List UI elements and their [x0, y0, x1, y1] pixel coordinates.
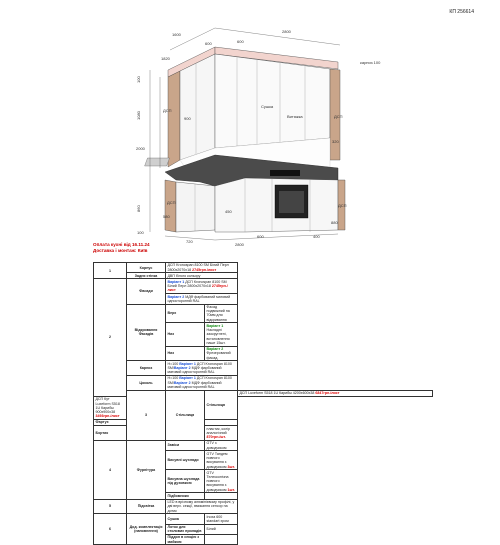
sub-label: Завіси [166, 440, 205, 450]
variant-label: Варіант 1 [179, 361, 196, 366]
label-dsp-ul: ДСП [163, 108, 172, 113]
dim-2800-bottom: 2800 [235, 242, 244, 247]
worktop-2: ДСП Кут Luxeform S518 1U Карибы 900х900х38 [95, 397, 120, 415]
label-sushka: Сушка [261, 104, 274, 109]
sub-label: Висувні шухляди [166, 451, 205, 470]
variant-label: Варіант 2 [173, 380, 191, 385]
worktop-1: ДСП Luxeform S518 1U Карибы 4200х600х38 [239, 391, 315, 396]
sink [145, 158, 170, 166]
korpus-material: ДСП Kronospan 8100 SM Білий Перл 2800х2070х18 [167, 263, 229, 272]
korpus-price: 2745грн./лист [192, 267, 217, 272]
upper-left-side [168, 71, 180, 167]
row-category: Дод. комплектація (наповнення) [127, 514, 166, 545]
row-number: 1 [94, 263, 127, 279]
sub-label: Піддон в секцію з мийкою [166, 534, 205, 544]
table-row [94, 514, 433, 524]
label-dsp-ll: ДСП [167, 200, 176, 205]
row-label: Задня стінка [127, 273, 166, 279]
variant-label: Варіант 2 [206, 347, 224, 352]
vysuvni-text: GTV Тандем повного висування з доводчиком [206, 451, 228, 469]
row-label: Відкривання Фасадів [127, 304, 166, 361]
sub-label: Низ [166, 346, 205, 361]
fasady-var2-text: МДФ фарбований матовий односторонній RAL [167, 294, 231, 303]
sushka-text: Inoxa 600 standart хром [205, 514, 238, 524]
upper-right-run [215, 54, 330, 148]
table-row [94, 273, 433, 279]
payment-note: Оплата кухні від 16.11.24 [93, 242, 150, 247]
pidon-text [205, 534, 238, 544]
label-vytiazhka: Витяжка [287, 114, 303, 119]
dim-860: 860 [136, 205, 141, 212]
variant-label: Варіант 1 [167, 279, 185, 284]
worktop-2-price: 3493грн./лист [95, 414, 120, 419]
karniz-text: ДСП Kronospan 8100 SM/ [167, 361, 232, 371]
row-number: 4 [94, 440, 127, 499]
row-category: Стільниця [166, 390, 205, 440]
vysuvni-qty: 3шт. [227, 464, 235, 469]
shukh-qty: 1шт. [227, 487, 235, 492]
dim-580: 580 [163, 214, 170, 219]
row-number: 3 [127, 390, 166, 440]
lotok-text: Білий [205, 524, 238, 534]
dim-320: 320 [332, 139, 339, 144]
dim-2000: 2000 [136, 146, 145, 151]
sub-label: Висувна шухляда під духовкою [166, 470, 205, 493]
table-row [94, 361, 433, 376]
row-label: Фасади [127, 279, 166, 304]
variant-label: Варіант 1 [179, 376, 196, 381]
dim-900: 900 [184, 116, 191, 121]
sub-label: Низ [166, 323, 205, 346]
dim-400: 400 [313, 234, 320, 239]
document-id: КП 256614 [449, 9, 474, 15]
tsokol-text: ДСП Kronospan 8100 SM/ [167, 376, 232, 385]
row-category: Фурнітура [127, 440, 166, 499]
dim-1080: 1080 [136, 111, 141, 120]
variant-label: Варіант 2 [167, 294, 185, 299]
row-label: Цоколь [127, 376, 166, 391]
sub-label: Сушка [166, 514, 205, 524]
dim-100-bottom: 100 [137, 230, 144, 235]
sub-label: Лоток для столових приладів [166, 524, 205, 534]
sub-label: Верх [166, 304, 205, 323]
cornice-label: карниз 100 [360, 60, 381, 65]
label-dsp-ur: ДСП [334, 114, 343, 119]
dim-720: 720 [186, 239, 193, 244]
row-number: 2 [94, 279, 127, 396]
zadnia-material: ДВП білого кольору [166, 273, 238, 279]
variant-label: Варіант 1 [206, 323, 224, 328]
dim-880: 880 [331, 220, 338, 225]
dim-450: 450 [225, 209, 232, 214]
fasady-var1-text: ДСП Kronospan 8100 SM Білий Перл 2800х2070х18 [167, 279, 227, 289]
sub-label: Стільниця [205, 390, 238, 419]
sub-label: Фартух [94, 420, 127, 426]
hob [270, 170, 300, 176]
bortyk-price: 870грн./шт. [206, 435, 226, 440]
karniz-text2: МДФ фарбований матовий односторонній RAL [167, 366, 222, 375]
lower-left-run [176, 182, 215, 232]
table-row [94, 499, 433, 514]
karniz-h: H=100 [167, 361, 179, 366]
sub-label: Бортик [94, 426, 127, 441]
row-number: 6 [94, 514, 127, 545]
fasady-price: 2745грн./лист [167, 284, 228, 293]
dim-2800: 2800 [282, 29, 291, 34]
dim-600-top: 600 [205, 41, 212, 46]
kitchen-drawing [0, 0, 500, 250]
table-row [94, 376, 433, 391]
shukh-text: GTV Телескопічна повного висування з доводчиком [206, 470, 229, 492]
nyz2-text: Фрезерований фасад. [206, 351, 231, 360]
order-notes [93, 242, 150, 254]
lower-left-side [165, 180, 176, 232]
tsokol-text2: МДФ фарбований матовий односторонній RAL [167, 380, 222, 390]
tsokol-h: H=100 [167, 376, 179, 381]
worktop-1-price: 6847грн./лист [315, 391, 340, 396]
delivery-note: Доставка і монтаж: Київ [93, 248, 148, 253]
dim-600-bottom: 600 [257, 234, 264, 239]
row-number: 5 [94, 499, 127, 514]
dim-100-top: 100 [136, 76, 141, 83]
dim-1600: 1600 [172, 32, 181, 37]
verkh-text: Фасад подвижний на 70мм для відкривання [205, 304, 238, 323]
petli-text: GTV з доводчиком [205, 440, 238, 450]
dim-1820: 1820 [161, 56, 170, 61]
bortyk-text: пластик, колір аналогічний [206, 426, 230, 435]
sub-label: Підйомники [166, 493, 205, 499]
variant-label: Варіант 2 [173, 366, 191, 371]
pidsvitka-text: LED в врізному алюмінієвому профілі, у дві верх. секції, вмикання сенсор на дотик [166, 499, 238, 514]
table-row [94, 440, 433, 450]
nyz-text: Накладні заокруглені, встановлення наше 15шт. [206, 328, 230, 346]
upper-left-run [180, 54, 215, 160]
table-row [94, 390, 433, 396]
row-label: Корпус [127, 263, 166, 273]
table-row [94, 304, 433, 323]
row-label: Карниз [127, 361, 166, 376]
table-row [94, 279, 433, 294]
table-row [94, 263, 433, 273]
dim-600-inner: 600 [237, 39, 244, 44]
label-dsp-lr: ДСП [338, 203, 347, 208]
row-category: Підсвітка [127, 499, 166, 514]
spec-table [93, 262, 433, 545]
